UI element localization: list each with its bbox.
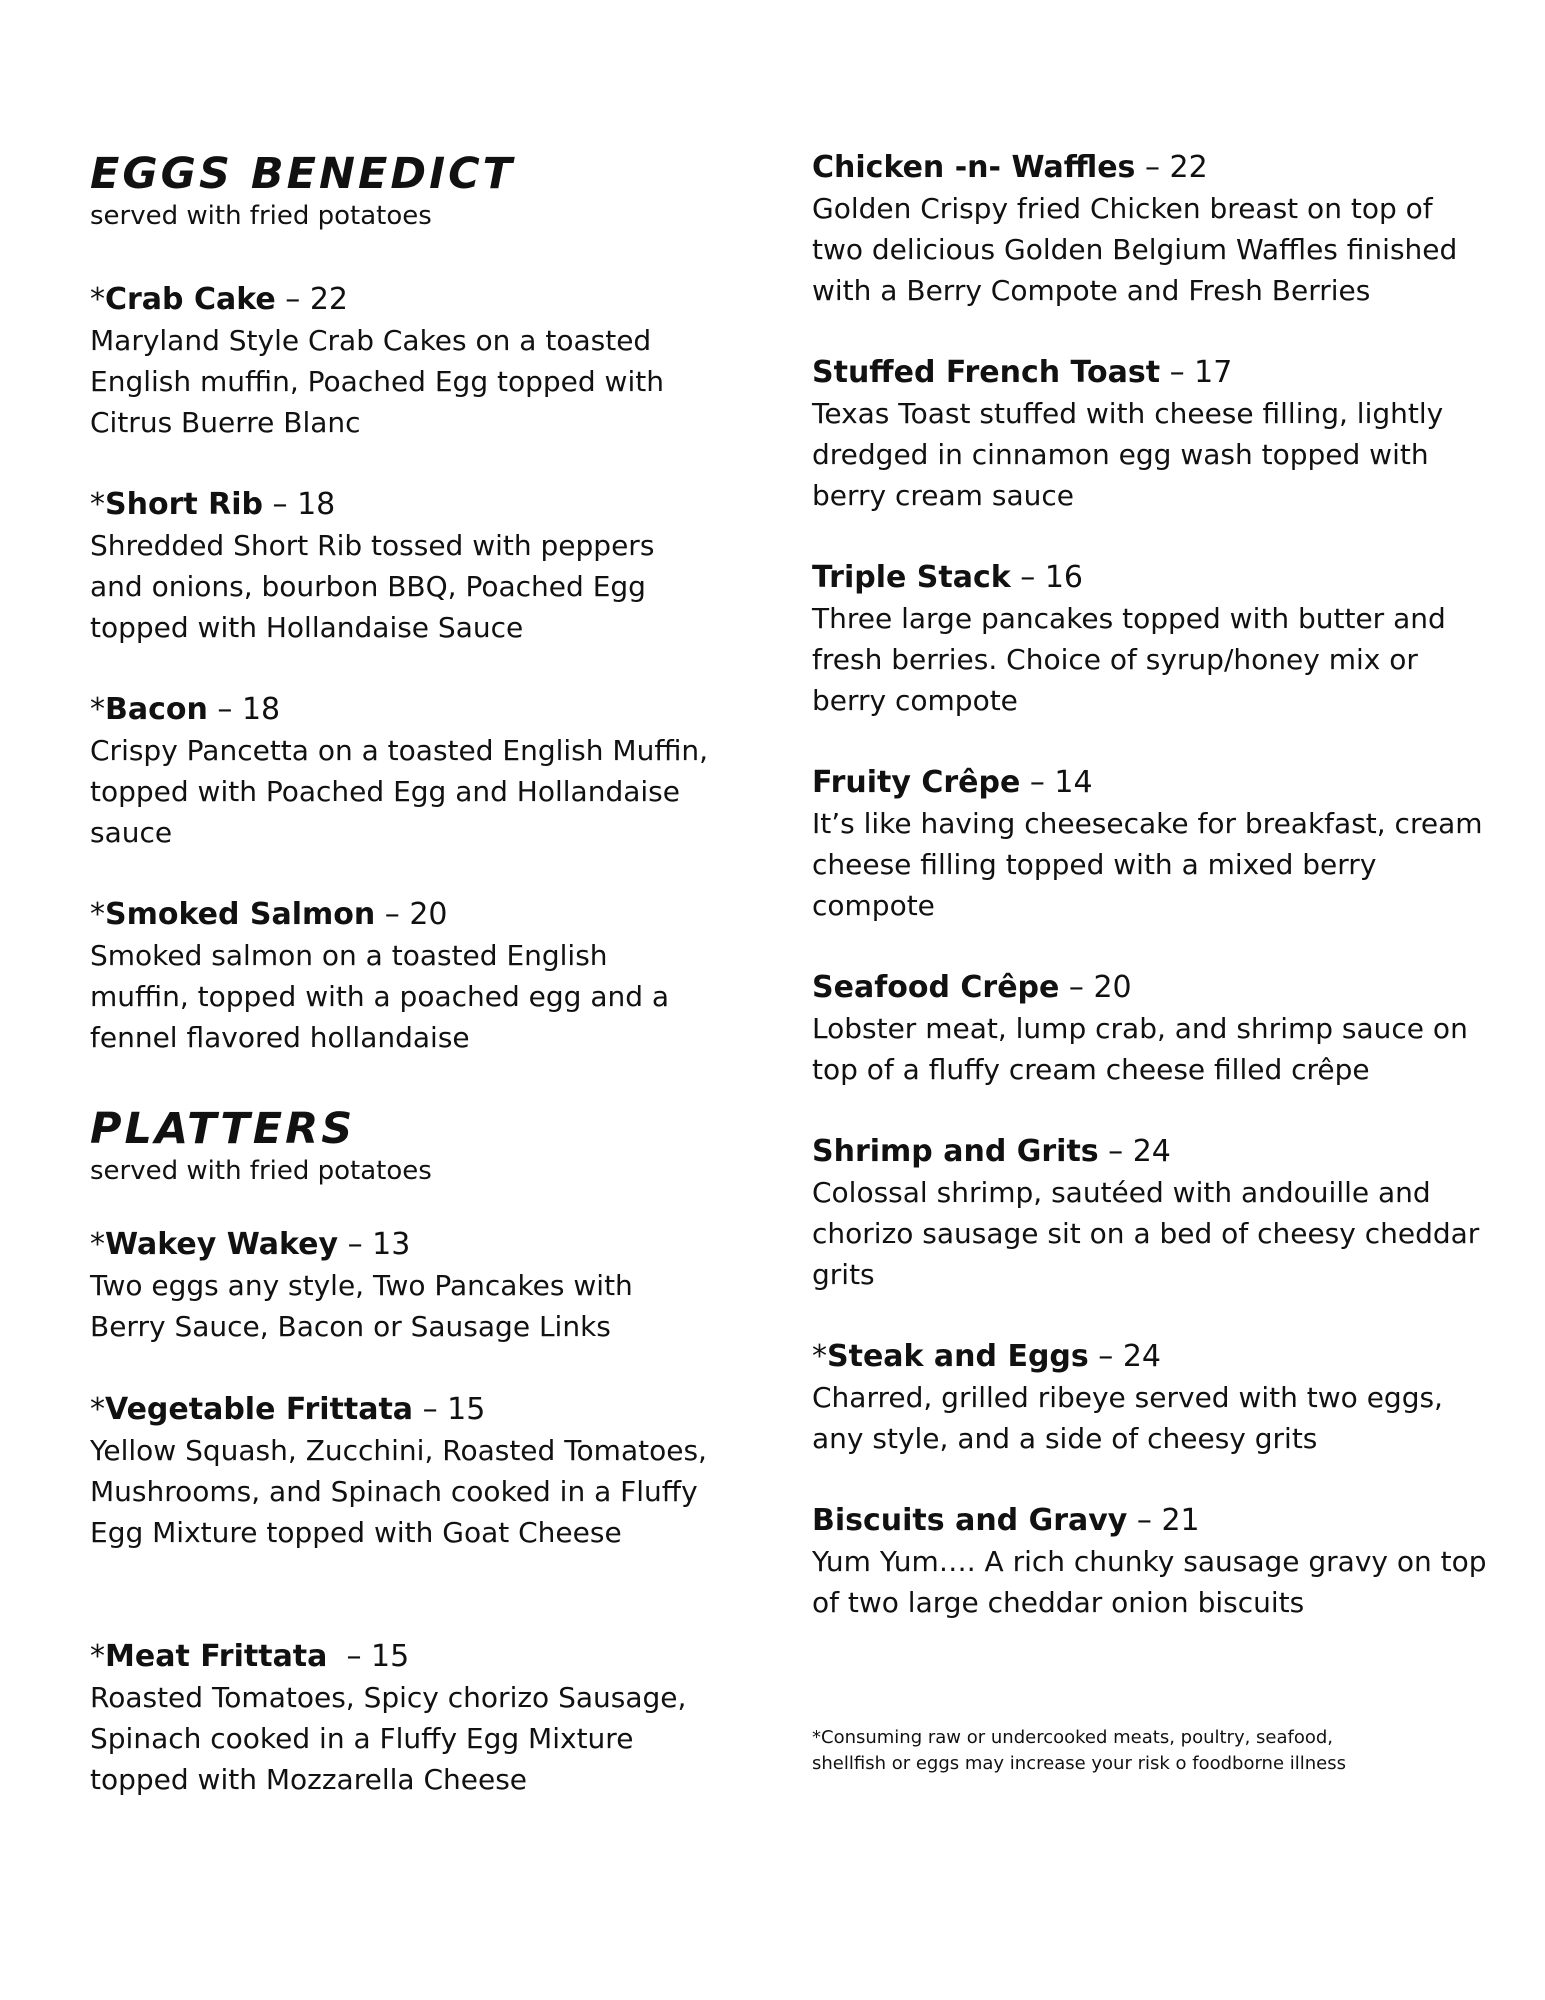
item-name: Short Rib — [105, 487, 264, 522]
menu-item-vegetable-frittata: *Vegetable Frittata – 15 Yellow Squash, Zucchini, Roasted Tomatoes, Mushrooms, and Spinach cooked in a Fluffy Egg Mixture topped with Goat Cheese — [90, 1390, 710, 1553]
item-description: Charred, grilled ribeye served with two eggs, any style, and a side of cheesy grits — [812, 1381, 1443, 1455]
item-description: Shredded Short Rib tossed with peppers and onions, bourbon BBQ, Poached Egg topped with Hollandaise Sauce — [90, 529, 655, 644]
item-price: 21 — [1161, 1503, 1200, 1538]
item-name: Chicken -n- Waffles — [812, 150, 1136, 185]
item-price: 18 — [297, 487, 336, 522]
item-description: Texas Toast stuffed with cheese filling, lightly dredged in cinnamon egg wash topped with berry cream sauce — [812, 397, 1444, 512]
item-name: Triple Stack — [812, 560, 1011, 595]
item-description: Three large pancakes topped with butter and fresh berries. Choice of syrup/honey mix or berry compote — [812, 602, 1446, 717]
menu-item-meat-frittata: *Meat Frittata – 15 Roasted Tomatoes, Spicy chorizo Sausage, Spinach cooked in a Fluffy Egg Mixture topped with Mozzarella Cheese — [90, 1637, 710, 1800]
item-description: Maryland Style Crab Cakes on a toasted English muffin, Poached Egg topped with Citrus Buerre Blanc — [90, 324, 664, 439]
menu-item-chicken-n-waffles: Chicken -n- Waffles – 22 Golden Crispy fried Chicken breast on top of two delicious Golden Belgium Waffles finished with a Berry Compote and Fresh Berries — [812, 148, 1492, 311]
item-description: Golden Crispy fried Chicken breast on top of two delicious Golden Belgium Waffles finished with a Berry Compote and Fresh Berries — [812, 192, 1458, 307]
item-price: 24 — [1132, 1134, 1171, 1169]
item-price: 22 — [309, 282, 348, 317]
item-name: Biscuits and Gravy — [812, 1503, 1128, 1538]
item-description: Lobster meat, lump crab, and shrimp sauce on top of a fluffy cream cheese filled crêpe — [812, 1012, 1468, 1086]
item-price: 20 — [1093, 970, 1132, 1005]
menu-item-short-rib: *Short Rib – 18 Shredded Short Rib tossed with peppers and onions, bourbon BBQ, Poached Egg topped with Hollandaise Sauce — [90, 485, 710, 648]
section-title-platters: PLATTERS — [90, 1104, 356, 1154]
item-name: Stuffed French Toast — [812, 355, 1161, 390]
item-price: 13 — [372, 1227, 411, 1262]
item-name: Steak and Eggs — [827, 1339, 1089, 1374]
item-description: It’s like having cheesecake for breakfast, cream cheese filling topped with a mixed berry compote — [812, 807, 1483, 922]
item-price: 22 — [1169, 150, 1208, 185]
item-description: Colossal shrimp, sautéed with andouille and chorizo sausage sit on a bed of cheesy cheddar grits — [812, 1176, 1480, 1291]
item-price: 18 — [241, 692, 281, 727]
section-title-eggs-benedict: EGGS BENEDICT — [90, 149, 515, 199]
menu-item-shrimp-and-grits: Shrimp and Grits – 24 Colossal shrimp, sautéed with andouille and chorizo sausage sit on a bed of cheesy cheddar grits — [812, 1132, 1492, 1295]
food-safety-footnote: *Consuming raw or undercooked meats, poultry, seafood, shellfish or eggs may increase your risk o foodborne illness — [812, 1727, 1347, 1774]
item-price: 15 — [371, 1639, 410, 1674]
item-description: Crispy Pancetta on a toasted English Muffin, topped with Poached Egg and Hollandaise sauce — [90, 734, 709, 849]
item-name: Vegetable Frittata — [105, 1392, 414, 1427]
menu-item-bacon: *Bacon – 18 Crispy Pancetta on a toasted English Muffin, topped with Poached Egg and Hollandaise sauce — [90, 690, 710, 853]
item-price: 16 — [1044, 560, 1083, 595]
item-price: 17 — [1194, 355, 1233, 390]
item-name: Smoked Salmon — [105, 897, 376, 932]
item-name: Crab Cake — [105, 282, 276, 317]
menu-item-smoked-salmon: *Smoked Salmon – 20 Smoked salmon on a toasted English muffin, topped with a poached egg and a fennel flavored hollandaise — [90, 895, 710, 1058]
item-name: Meat Frittata — [105, 1639, 328, 1674]
item-name: Seafood Crêpe — [812, 970, 1060, 1005]
item-price: 14 — [1054, 765, 1093, 800]
item-name: Wakey Wakey — [105, 1227, 339, 1262]
item-price: 15 — [447, 1392, 486, 1427]
menu-item-crab-cake: *Crab Cake – 22 Maryland Style Crab Cakes on a toasted English muffin, Poached Egg topped with Citrus Buerre Blanc — [90, 280, 710, 443]
item-description: Yum Yum…. A rich chunky sausage gravy on top of two large cheddar onion biscuits — [812, 1545, 1487, 1619]
item-description: Yellow Squash, Zucchini, Roasted Tomatoes, Mushrooms, and Spinach cooked in a Fluffy Egg Mixture topped with Goat Cheese — [90, 1434, 707, 1549]
menu-item-stuffed-french-toast: Stuffed French Toast – 17 Texas Toast stuffed with cheese filling, lightly dredged in cinnamon egg wash topped with berry cream sauce — [812, 353, 1492, 516]
item-price: 24 — [1122, 1339, 1162, 1374]
item-price: 20 — [409, 897, 448, 932]
section-subtitle-eggs-benedict: served with fried potatoes — [90, 201, 432, 231]
section-subtitle-platters: served with fried potatoes — [90, 1156, 432, 1186]
item-name: Bacon — [105, 692, 208, 727]
item-description: Two eggs any style, Two Pancakes with Berry Sauce, Bacon or Sausage Links — [90, 1269, 633, 1343]
menu-item-fruity-crepe: Fruity Crêpe – 14 It’s like having cheesecake for breakfast, cream cheese filling topped with a mixed berry compote — [812, 763, 1492, 926]
item-description: Smoked salmon on a toasted English muffin, topped with a poached egg and a fennel flavored hollandaise — [90, 939, 670, 1054]
menu-item-triple-stack: Triple Stack – 16 Three large pancakes topped with butter and fresh berries. Choice of syrup/honey mix or berry compote — [812, 558, 1492, 721]
menu-item-steak-and-eggs: *Steak and Eggs – 24 Charred, grilled ribeye served with two eggs, any style, and a side of cheesy grits — [812, 1337, 1492, 1459]
item-name: Fruity Crêpe — [812, 765, 1021, 800]
menu-item-wakey-wakey: *Wakey Wakey – 13 Two eggs any style, Two Pancakes with Berry Sauce, Bacon or Sausage Links — [90, 1225, 710, 1347]
item-description: Roasted Tomatoes, Spicy chorizo Sausage, Spinach cooked in a Fluffy Egg Mixture topped with Mozzarella Cheese — [90, 1681, 687, 1796]
menu-item-seafood-crepe: Seafood Crêpe – 20 Lobster meat, lump crab, and shrimp sauce on top of a fluffy cream cheese filled crêpe — [812, 968, 1492, 1090]
item-name: Shrimp and Grits — [812, 1134, 1099, 1169]
menu-item-biscuits-and-gravy: Biscuits and Gravy – 21 Yum Yum…. A rich chunky sausage gravy on top of two large cheddar onion biscuits — [812, 1501, 1492, 1623]
